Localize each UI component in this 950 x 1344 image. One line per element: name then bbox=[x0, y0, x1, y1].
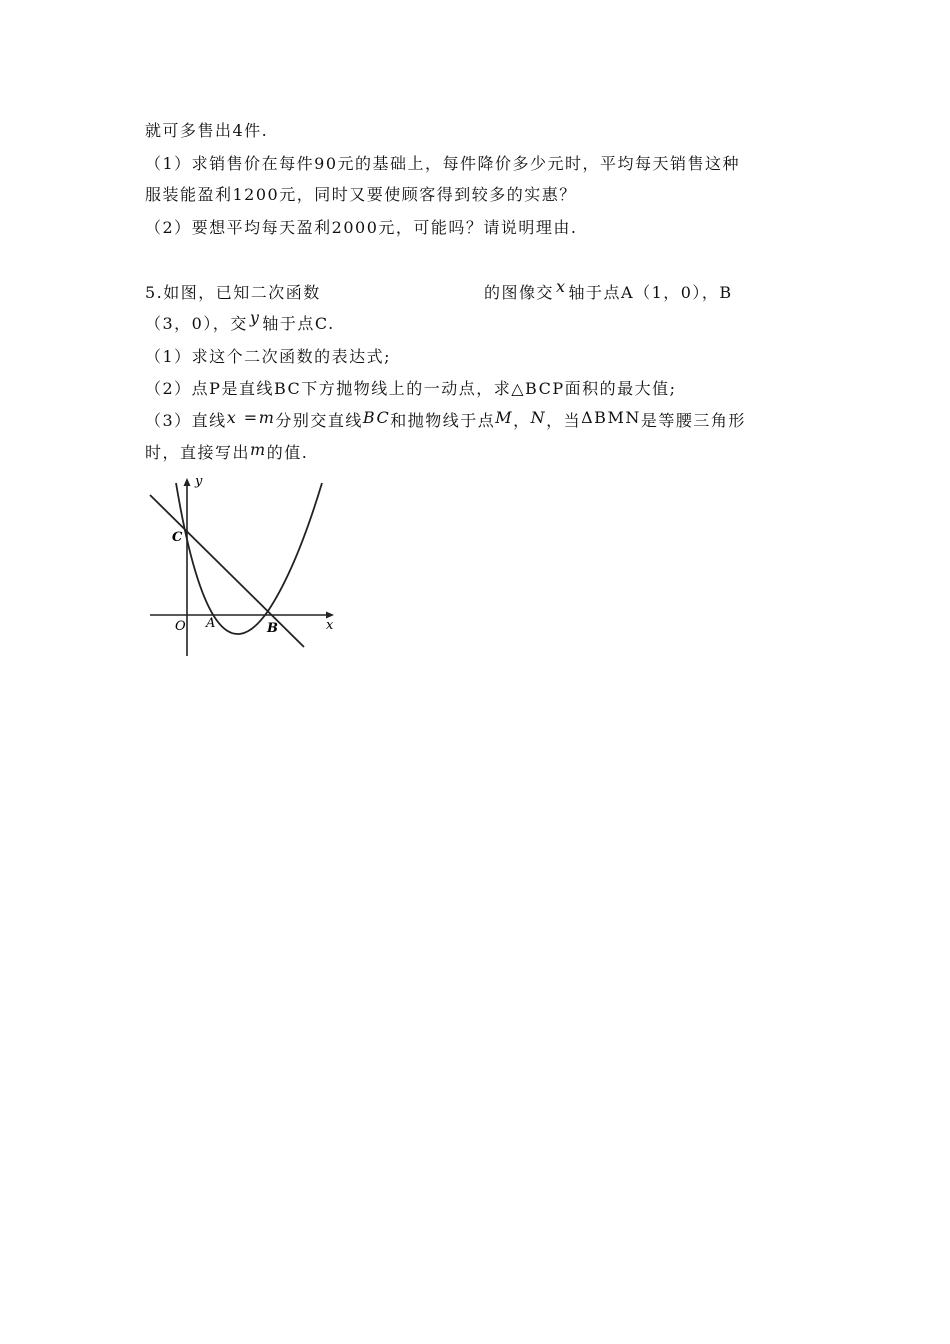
q3-sep: ， bbox=[513, 411, 531, 430]
problem5-intro-c: 轴于点A（1，0），B bbox=[568, 283, 733, 302]
problem5-intro2-a: （3，0），交 bbox=[145, 314, 248, 333]
parabola-curve bbox=[176, 483, 322, 634]
label-a: A bbox=[206, 616, 216, 631]
q3-e: 是等腰三角形 bbox=[640, 411, 746, 430]
parabola-graph bbox=[146, 473, 346, 663]
label-o: O bbox=[175, 619, 186, 634]
q3-equation: x =m bbox=[226, 408, 276, 427]
problem5-question3-line2 bbox=[145, 440, 309, 463]
var-y: y bbox=[249, 308, 261, 327]
problem5-question3-line1 bbox=[145, 408, 746, 431]
label-y: y bbox=[195, 474, 203, 489]
problem5-intro-a: 5.如图，已知二次函数 bbox=[145, 283, 321, 302]
q3-n: N bbox=[530, 408, 547, 427]
q3-line2-a: 时，直接写出 bbox=[145, 443, 251, 462]
label-b: B bbox=[267, 621, 278, 636]
problem5-intro-b: 的图像交 bbox=[483, 283, 554, 302]
var-x: x bbox=[555, 277, 567, 296]
q3-a: （3）直线 bbox=[145, 411, 227, 430]
problem5-question1: （1）求这个二次函数的表达式; bbox=[145, 347, 392, 366]
label-x: x bbox=[326, 618, 334, 633]
problem4-question1-line2: 服装能盈利1200元，同时又要使顾客得到较多的实惠？ bbox=[145, 185, 577, 204]
problem5-intro-line2 bbox=[145, 308, 335, 334]
q3-d: ，当 bbox=[546, 411, 582, 430]
problem4-continuation: 就可多售出4件. bbox=[145, 121, 269, 140]
problem5-intro2-b: 轴于点C. bbox=[262, 314, 335, 333]
problem5-intro-line1 bbox=[145, 277, 805, 303]
q3-triangle: ΔBMN bbox=[581, 408, 641, 427]
q3-b: 分别交直线 bbox=[275, 411, 363, 430]
q3-m: M bbox=[495, 408, 514, 427]
y-axis-arrow-icon bbox=[184, 478, 191, 486]
q3-bc: BC bbox=[362, 408, 391, 427]
q3-c: 和抛物线于点 bbox=[390, 411, 496, 430]
problem4-question1-line1: （1）求销售价在每件90元的基础上，每件降价多少元时，平均每天销售这种 bbox=[145, 154, 741, 173]
parabola-figure bbox=[146, 473, 346, 663]
problem4-question2: （2）要想平均每天盈利2000元，可能吗？请说明理由. bbox=[145, 218, 578, 237]
label-c: C bbox=[172, 530, 183, 545]
problem5-question2: （2）点P是直线BC下方抛物线上的一动点，求△BCP面积的最大值; bbox=[145, 379, 677, 398]
q3-var-m: m bbox=[250, 440, 267, 459]
line-bc bbox=[150, 495, 304, 647]
q3-line2-b: 的值. bbox=[266, 443, 309, 462]
